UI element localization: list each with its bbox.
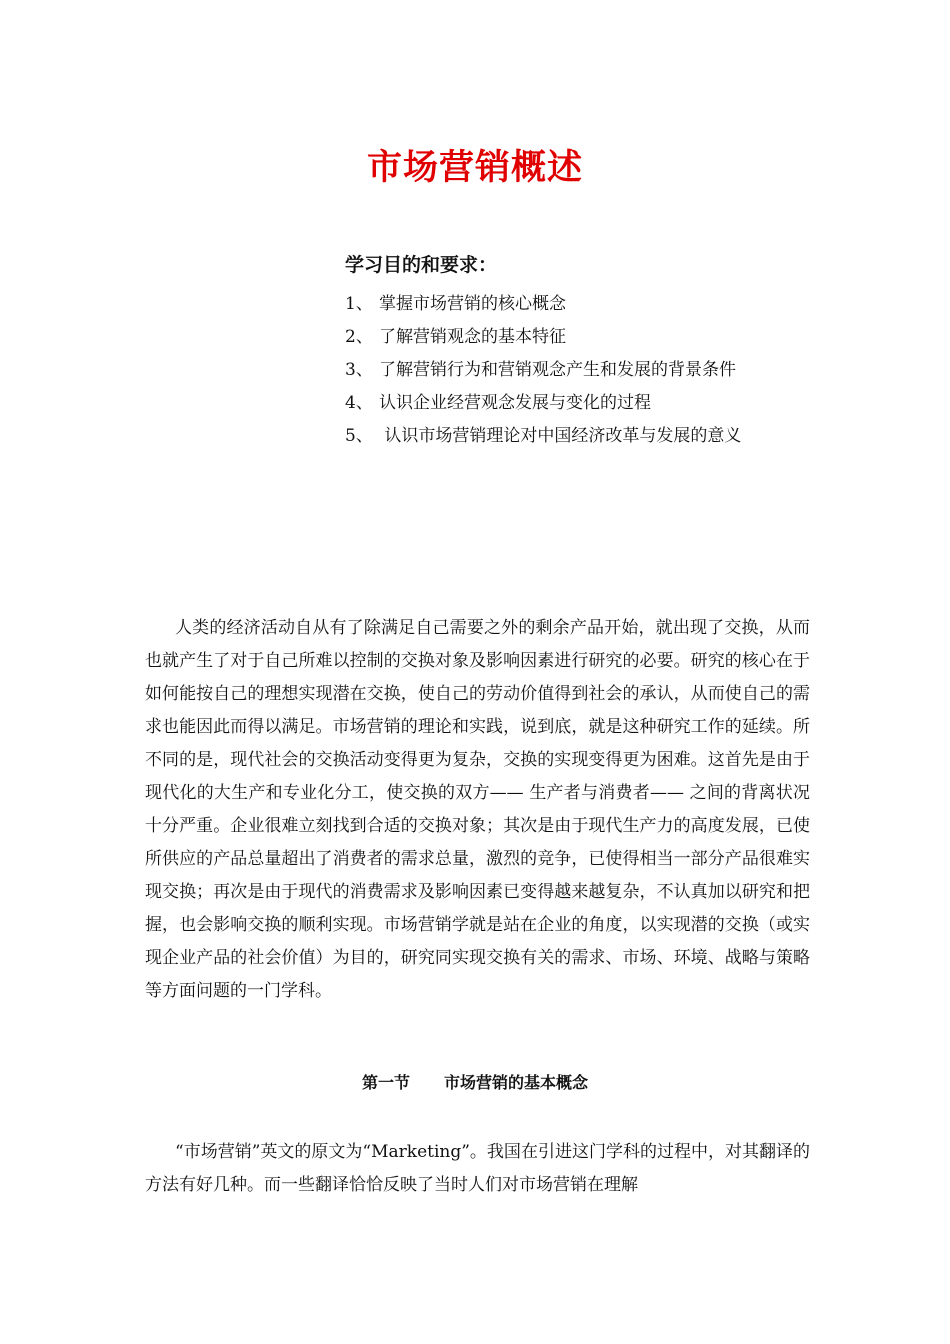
learning-objectives [345, 252, 905, 453]
objective-number: 2、 [345, 327, 373, 347]
objective-item [345, 354, 905, 387]
objective-number: 4、 [345, 393, 373, 413]
objective-item [345, 321, 905, 354]
objective-item [345, 387, 905, 420]
objective-item [345, 420, 905, 453]
objective-text: 了解营销观念的基本特征 [379, 327, 566, 347]
section-title: 市场营销的基本概念 [444, 1073, 589, 1092]
objective-number: 1、 [345, 294, 373, 314]
objective-text: 认识市场营销理论对中国经济改革与发展的意义 [379, 426, 742, 446]
objectives-heading: 学习目的和要求： [345, 254, 498, 276]
section-paragraph: “市场营销”英文的原文为“Marketing”。我国在引进这门学科的过程中，对其翻译的方法有好几种。而一些翻译恰恰反映了当时人们对市场营销在理解 [145, 1142, 810, 1195]
objective-text: 了解营销行为和营销观念产生和发展的背景条件 [379, 360, 736, 380]
objective-number: 3、 [345, 360, 373, 380]
section-number: 第一节 [361, 1073, 410, 1092]
objective-number: 5、 [345, 426, 373, 446]
objective-item [345, 288, 905, 321]
objective-text: 掌握市场营销的核心概念 [379, 294, 566, 314]
section-heading [0, 1070, 950, 1096]
objective-text: 认识企业经营观念发展与变化的过程 [379, 393, 651, 413]
objectives-list [345, 288, 905, 453]
intro-paragraph: 人类的经济活动自从有了除满足自己需要之外的剩余产品开始，就出现了交换，从而也就产生了对于自己所难以控制的交换对象及影响因素进行研究的必要。研究的核心在于如何能按自己的理想实现潜在交换，使自己的劳动价值得到社会的承认，从而使自己的需求也能因此而得以满足。市场营销的理论和实践，说到底，就是这种研究工作的延续。所不同的是，现代社会的交换活动变得更为复杂，交换的实现变得更为困难。这首先是由于现代化的大生产和专业化分工，使交换的双方—— 生产者与消费者—— 之间的背离状况十分严重。企业很难立刻找到合适的交换对象；其次是由于现代生产力的高度发展，已使所供应的产品总量超出了消费者的需求总量，激烈的竞争，已使得相当一部分产品很难实现交换；再次是由于现代的消费需求及影响因素已变得越来越复杂，不认真加以研究和把握，也会影响交换的顺利实现。市场营销学就是站在企业的角度，以实现潜的交换（或实现企业产品的社会价值）为目的，研究同实现交换有关的需求、市场、环境、战略与策略等方面问题的一门学科。 [145, 618, 810, 1001]
document-title: 市场营销概述 [366, 147, 583, 188]
